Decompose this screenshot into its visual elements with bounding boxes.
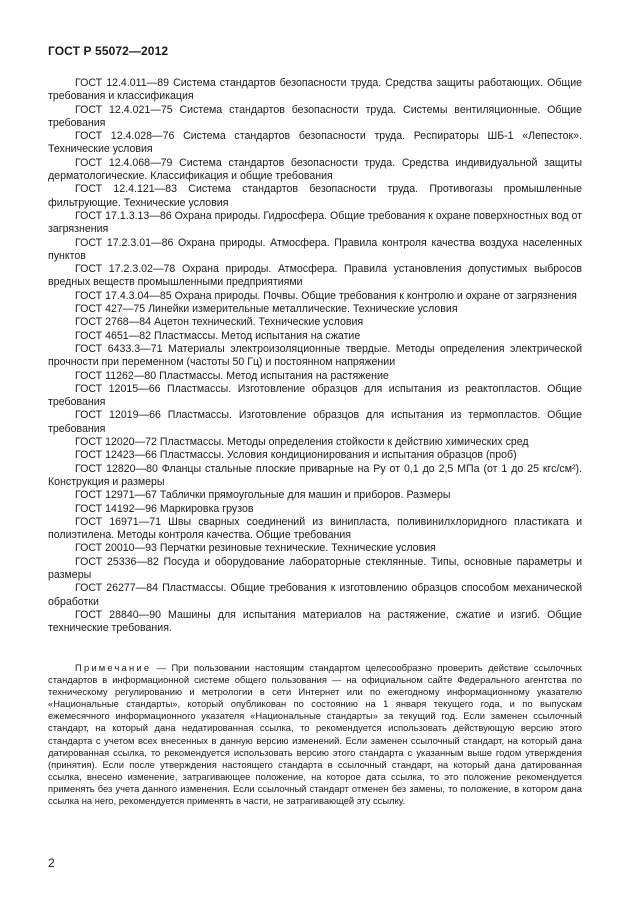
reference-item: ГОСТ 17.2.3.01—86 Охрана природы. Атмосфера. Правила контроля качества воздуха населенных пунктов xyxy=(48,236,582,262)
note-label: Примечание xyxy=(75,662,152,673)
reference-item: ГОСТ 12015—66 Пластмассы. Изготовление образцов для испытания из реактопластов. Общие требования xyxy=(48,382,582,409)
reference-item: ГОСТ 12820—80 Фланцы стальные плоские приварные на Ру от 0,1 до 2,5 МПа (от 1 до 25 кгс/см²). Конструкция и размеры xyxy=(48,462,582,488)
page-number: 2 xyxy=(48,856,55,870)
reference-item: ГОСТ 12.4.068—79 Система стандартов безопасности труда. Средства индивидуальной защиты дерматологические. Классификация и общие требования xyxy=(48,156,582,183)
note-text: — При пользовании настоящим стандартом целесообразно проверить действие ссылочных стандартов в информационной системе общего пользования — на официальном сайте Федерального агентства по техническому регулированию и метрологии в сети Интернет или по ежегодному информационному указателю «Национальные стандарты», который опубликован по состоянию на 1 января текущего года, и по выпускам ежемесячного информационного указателя «Национальные стандарты» за текущий год. Если заменен ссылочный стандарт, на который дана недатированная ссылка, то рекомендуется использовать действующую версию этого стандарта с учетом всех внесенных в данную версию изменений. Если заменен ссылочный стандарт, на который дана датированная ссылка, то рекомендуется использовать версию этого стандарта с указанным выше годом утверждения (принятия). Если после утверждения настоящего стандарта в ссылочный стандарт, на который дана датированная ссылка, внесено изменение, затрагивающее положение, на которое дата ссылка, то это положение рекомендуется применять без учета данного изменения. Если ссылочный стандарт отменен без замены, то положение, в котором дана ссылка на него, рекомендуется применять в части, не затрагивающей эту ссылку. xyxy=(48,662,582,807)
reference-item: ГОСТ 12423—66 Пластмассы. Условия кондиционирования и испытания образцов (проб) xyxy=(75,449,517,462)
reference-item: ГОСТ 26277—84 Пластмассы. Общие требования к изготовлению образцов способом механической обработки xyxy=(48,582,582,608)
note-paragraph xyxy=(48,662,582,807)
reference-item: ГОСТ 12.4.121—83 Система стандартов безопасности труда. Противогазы промышленные фильтрующие. Технические условия xyxy=(48,183,582,209)
reference-item: ГОСТ 12.4.011—89 Система стандартов безопасности труда. Средства защиты работающих. Общие требования и классификация xyxy=(48,77,582,103)
normative-references-list xyxy=(48,77,582,635)
reference-item: ГОСТ 4651—82 Пластмассы. Метод испытания на сжатие xyxy=(75,329,361,342)
reference-item: ГОСТ 20010—93 Перчатки резиновые технические. Технические условия xyxy=(75,542,436,555)
reference-item: ГОСТ 11262—80 Пластмассы. Метод испытания на растяжение xyxy=(75,369,389,382)
reference-item: ГОСТ 12020—72 Пластмассы. Методы определения стойкости к действию химических сред xyxy=(75,436,529,449)
reference-item: ГОСТ 2768—84 Ацетон технический. Технические условия xyxy=(75,316,364,329)
reference-item: ГОСТ 14192—96 Маркировка грузов xyxy=(75,502,254,515)
reference-item: ГОСТ 16971—71 Швы сварных соединений из винипласта, поливинилхлоридного пластиката и полиэтилена. Методы контроля качества. Общие требования xyxy=(48,515,582,542)
reference-item: ГОСТ 17.2.3.02—78 Охрана природы. Атмосфера. Правила установления допустимых выбросов вредных веществ промышленными предприятиями xyxy=(48,263,582,289)
reference-item: ГОСТ 12.4.028—76 Система стандартов безопасности труда. Респираторы ШБ-1 «Лепесток». Технические условия xyxy=(48,130,582,156)
reference-item: ГОСТ 12971—67 Таблички прямоугольные для машин и приборов. Размеры xyxy=(75,489,451,502)
reference-item: ГОСТ 25336—82 Посуда и оборудование лабораторные стеклянные. Типы, основные параметры и размеры xyxy=(48,555,582,581)
reference-item: ГОСТ 12.4.021—75 Система стандартов безопасности труда. Системы вентиляционные. Общие требования xyxy=(48,103,582,129)
reference-item: ГОСТ 12019—66 Пластмассы. Изготовление образцов для испытания из термопластов. Общие требования xyxy=(48,409,582,435)
reference-item: ГОСТ 17.4.3.04—85 Охрана природы. Почвы. Общие требования к контролю и охране от загрязнения xyxy=(75,289,577,302)
document-header: ГОСТ Р 55072—2012 xyxy=(48,44,169,58)
reference-item: ГОСТ 6433.3—71 Материалы электроизоляционные твердые. Методы определения электрической прочности при переменном (частоты 50 Гц) и постоянном напряжении xyxy=(48,342,582,369)
reference-item: ГОСТ 17.1.3.13—86 Охрана природы. Гидросфера. Общие требования к охране поверхностных вод от загрязнения xyxy=(48,209,582,236)
reference-item: ГОСТ 28840—90 Машины для испытания материалов на растяжение, сжатие и изгиб. Общие технические требования. xyxy=(48,608,582,635)
reference-item: ГОСТ 427—75 Линейки измерительные металлические. Технические условия xyxy=(75,303,458,316)
